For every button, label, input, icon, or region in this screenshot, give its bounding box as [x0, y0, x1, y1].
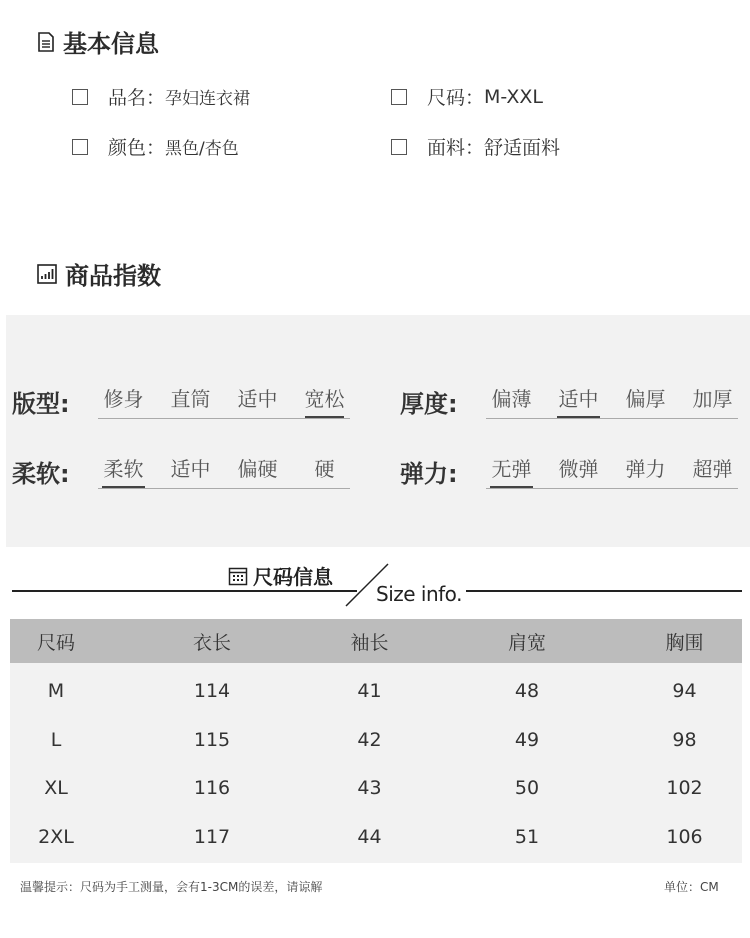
- index-option: 直筒: [170, 387, 211, 411]
- index-option-selected: 无弹: [478, 453, 545, 485]
- index-options-fit: [90, 383, 358, 415]
- index-option-selected: 宽松: [291, 383, 358, 415]
- table-cell: 44: [357, 825, 382, 848]
- table-cell: 98: [672, 728, 697, 751]
- size-info-title-text: 尺码信息: [253, 565, 333, 589]
- info-value: M-XXL: [484, 85, 543, 108]
- index-scale-line: [486, 418, 738, 419]
- basic-info-title-text: 基本信息: [63, 30, 159, 58]
- info-label: 品名：: [108, 87, 166, 109]
- product-index-title: [37, 256, 161, 291]
- info-label: 颜色：: [108, 137, 166, 159]
- table-cell: XL: [44, 777, 68, 800]
- index-options-thickness: [478, 383, 746, 415]
- table-header-row: [10, 619, 742, 663]
- info-value: 孕妇连衣裙: [165, 89, 251, 109]
- table-row: [10, 813, 742, 862]
- index-option: 加厚: [692, 387, 733, 411]
- table-header-cell: 尺码: [36, 631, 75, 654]
- table-header-cell: 胸围: [665, 631, 704, 654]
- info-label: 尺码：: [427, 87, 485, 109]
- index-label-softness: 柔软:: [12, 460, 70, 488]
- checkbox[interactable]: [72, 89, 88, 105]
- table-cell: 106: [666, 825, 703, 848]
- size-info-title: [228, 561, 333, 590]
- index-option: 弹力: [625, 457, 666, 481]
- table-header-cell: 衣长: [192, 631, 231, 654]
- index-option: 微弹: [558, 457, 599, 481]
- table-row: [10, 667, 742, 716]
- index-option: 修身: [103, 387, 144, 411]
- table-cell: 48: [514, 680, 540, 703]
- table-cell: 42: [357, 728, 382, 751]
- index-option: 偏薄: [491, 387, 532, 411]
- checkbox[interactable]: [72, 139, 88, 155]
- index-option: 适中: [237, 387, 278, 411]
- checkbox[interactable]: [391, 139, 407, 155]
- table-cell: 116: [193, 777, 231, 800]
- index-options-softness: [90, 453, 358, 485]
- table-row: [10, 764, 742, 813]
- index-option: 偏厚: [625, 387, 666, 411]
- table-cell: 114: [193, 680, 231, 703]
- table-row: [10, 716, 742, 765]
- document-icon: [37, 32, 55, 52]
- table-cell: L: [50, 728, 62, 751]
- info-label: 面料：: [427, 137, 485, 159]
- index-option-selected: 柔软: [90, 453, 157, 485]
- size-unit: 单位：CM: [664, 880, 719, 894]
- table-cell: 41: [357, 680, 382, 703]
- index-option: 超弹: [692, 457, 733, 481]
- info-value: 黑色/杏色: [165, 139, 239, 159]
- size-header-line-right: [466, 590, 742, 592]
- index-label-thickness: 厚度:: [400, 390, 458, 418]
- info-item-fabric: [391, 133, 560, 160]
- table-cell: 49: [514, 728, 540, 751]
- table-header-cell: 肩宽: [507, 631, 546, 654]
- table-cell: 51: [514, 825, 540, 848]
- table-cell: 43: [357, 777, 382, 800]
- index-options-elasticity: [478, 453, 746, 485]
- size-header-line-left: [12, 590, 357, 592]
- index-option: 适中: [170, 457, 211, 481]
- info-item-name: [72, 83, 250, 110]
- index-scale-line: [486, 488, 738, 489]
- table-cell: 50: [514, 777, 540, 800]
- product-index-title-text: 商品指数: [65, 262, 161, 290]
- index-option-selected: 适中: [545, 383, 612, 415]
- size-table: [10, 619, 742, 863]
- info-item-size: [391, 83, 543, 110]
- info-value: 舒适面料: [484, 137, 561, 159]
- info-item-color: [72, 133, 239, 160]
- index-label-fit: 版型:: [12, 390, 70, 418]
- index-label-elasticity: 弹力:: [400, 460, 458, 488]
- table-cell: 2XL: [38, 825, 74, 848]
- index-option: 偏硬: [237, 457, 278, 481]
- table-cell: 94: [672, 680, 697, 703]
- calendar-icon: [228, 566, 248, 586]
- product-index-panel: [6, 315, 750, 547]
- index-scale-line: [98, 418, 350, 419]
- table-body: [10, 663, 742, 863]
- index-scale-line: [98, 488, 350, 489]
- bar-chart-icon: [37, 264, 57, 284]
- table-cell: 115: [193, 728, 231, 751]
- size-note: 温馨提示：尺码为手工测量，会有1-3CM的误差，请谅解: [20, 880, 323, 894]
- checkbox[interactable]: [391, 89, 407, 105]
- size-info-title-en: Size info.: [376, 582, 462, 606]
- index-option: 硬: [314, 457, 335, 481]
- table-cell: 102: [666, 777, 703, 800]
- table-cell: M: [47, 680, 65, 703]
- table-header-cell: 袖长: [350, 631, 389, 654]
- table-cell: 117: [193, 825, 231, 848]
- basic-info-title: [37, 24, 159, 59]
